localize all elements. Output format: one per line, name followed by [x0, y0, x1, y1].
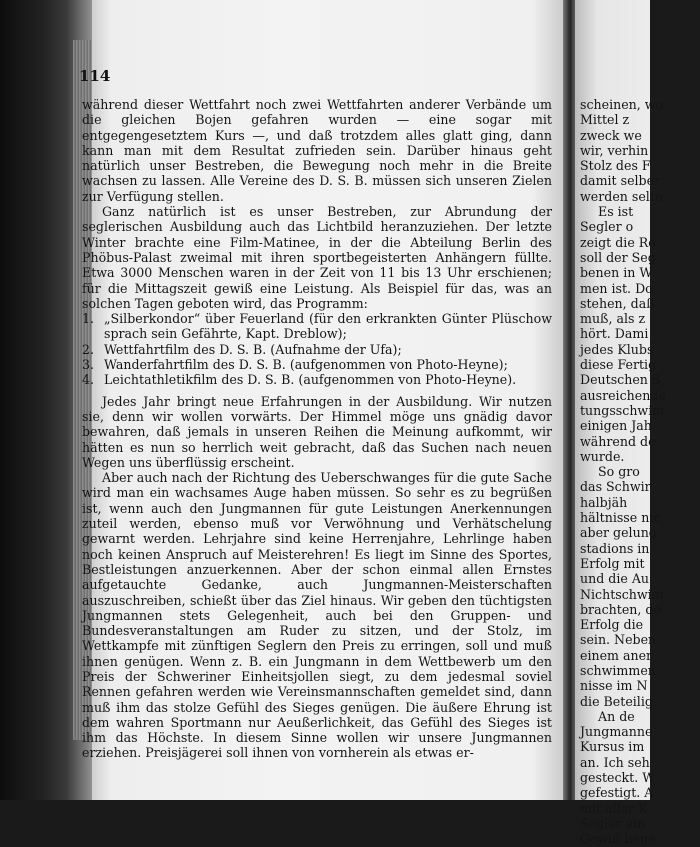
right-page-line: stadions in — [580, 540, 650, 556]
right-page-line: Segler ein — [580, 815, 646, 831]
right-page-line: An de — [598, 708, 635, 724]
right-page-line: wurde. — [580, 448, 625, 464]
right-page-line: Mittel z — [580, 112, 630, 128]
program-item-2 — [82, 342, 552, 357]
right-page-line: soll der Seg — [580, 249, 656, 265]
right-page-line: muß, als z — [580, 311, 646, 327]
right-page-line: mit aller K — [580, 800, 648, 816]
right-page-line: Stolz des F — [580, 158, 651, 174]
right-page-line: Nichtschwim — [580, 586, 664, 602]
right-page-line: tungsschwim — [580, 402, 665, 418]
right-page-line: jedes Klubs — [580, 341, 654, 357]
right-page-line: sein. Neben — [580, 632, 657, 648]
right-page-line: Segler o — [580, 219, 634, 235]
program-item-1 — [82, 311, 552, 342]
right-page-line: Erfolg die — [580, 617, 644, 633]
right-page-line: brachten, de — [580, 601, 661, 617]
right-page-line: aber gelung — [580, 525, 657, 541]
program-item-number: 1. — [82, 311, 95, 327]
right-page-line: die Beteilig — [580, 693, 653, 709]
right-page-line: scheinen, wo — [580, 97, 664, 112]
right-page-line: men ist. Do — [580, 280, 653, 296]
right-page-line: nisse im N — [580, 678, 648, 694]
right-page-line: hört. Dami — [580, 326, 649, 342]
right-page-line: während de — [580, 433, 656, 449]
right-page-line: an. Ich seh — [580, 754, 650, 770]
program-item-3 — [82, 357, 552, 372]
program-item-text: Leichtathletikfilm des D. S. B. (aufgenommen von Photo-Heyne). — [104, 372, 517, 388]
paragraph-1: während dieser Wettfahrt noch zwei Wettfahrten anderer Verbände um die gleichen Bojen gefahren wurden — eine sogar mit entgegengesetztem Kurs —, und daß trotzdem alles glatt ging, dann kann man mit dem Resultat zufrieden sein. Darüber hinaus geht natürlich unser Bestreben, die Bewegung noch mehr in die Breite wachsen zu lassen. Alle Vereine des D. S. B. müssen sich unseren Zielen zur Verfügung stellen. — [82, 97, 552, 204]
program-item-number: 2. — [82, 341, 95, 357]
right-page-line: hältnisse nic — [580, 510, 661, 526]
page-number: 114 — [79, 67, 111, 85]
right-page-line: zweck we — [580, 127, 642, 143]
right-page-line: einigen Jah — [580, 418, 652, 434]
right-page-line: damit selber — [580, 173, 661, 189]
right-page-line: zeigt die Ro — [580, 234, 656, 250]
paragraph-3: Jedes Jahr bringt neue Erfahrungen in der Ausbildung. Wir nutzen sie, denn wir wollen vorwärts. Der Himmel möge uns gnädig davor bewahren, daß jemals in unseren Reihen die Meinung aufkommt, wir hätten es nun so herrlich weit gebracht, daß das Suchen nach neuen Wegen uns überflüssig erscheint. — [82, 393, 552, 470]
program-item-4 — [82, 372, 552, 387]
right-page-line: wir, verhin — [580, 142, 649, 158]
right-page-line: gefestigt. A — [580, 785, 654, 801]
right-page-line: Erfolg mit — [580, 555, 645, 571]
right-page-line: gesteckt. W — [580, 770, 656, 786]
program-item-text: Wettfahrtfilm des D. S. B. (Aufnahme der Ufa); — [104, 341, 402, 357]
paragraph-2: Ganz natürlich ist es unser Bestreben, zur Abrundung der seglerischen Ausbildung auch das Lichtbild heranzuziehen. Der letzte Winter brachte eine Film-Matinee, in der die Abteilung Berlin des Phöbus-Palast zweimal mit ihren sportbegeisterten Anhängern füllte. Etwa 3000 Menschen waren in der Zeit von 11 bis 13 Uhr erschienen; für die Mittagszeit gewiß eine Leistung. Als Beispiel für das, was an solchen Tagen geboten wird, das Programm: — [82, 204, 552, 311]
right-page-line: einem aner — [580, 647, 653, 663]
right-page-line: Deutschen S — [580, 372, 661, 388]
main-text — [82, 97, 552, 761]
program-item-text: „Silberkondor“ über Feuerland (für den erkrankten Günter Plüschow sprach sein Gefährte, Kapt. Dreblow); — [104, 311, 552, 342]
right-page-line: Gewiß liege — [580, 831, 656, 847]
right-page-line: benen in W — [580, 265, 653, 281]
right-page-line: werden selte — [580, 188, 663, 204]
right-page-line: ausreichende — [580, 387, 666, 403]
paragraph-4: Aber auch nach der Richtung des Ueberschwanges für die gute Sache wird man ein wachsames Auge haben müssen. So sehr es zu begrüßen ist, wenn auch den Jungmannen für gute Leistungen Anerkennungen zuteil werden, ebenso muß vor Verwöhnung und Verhätschelung gewarnt werden. Lehrjahre sind keine Herrenjahre, Lehrlinge haben noch keinen Anspruch auf Meisterehren! Es liegt im Sinne des Sportes, Bestleistungen anzuerkennen. Aber der schon einmal allen Ernstes aufgetauchte Gedanke, auch Jungmannen-Meisterschaften auszuschreiben, schießt über das Ziel hinaus. Wir geben den tüchtigsten Jungmannen stets Gelegenheit, auch bei den Gruppen- und Bundesveranstaltungen am Ruder zu sitzen, und der Stolz, im Wettkampfe mit zünftigen Seglern den Preis zu erringen, soll und muß ihnen genügen. Wenn z. B. ein Jungmann in dem Wettbewerb um den Preis der Schweriner Einheitsjollen siegt, zu dem jedesmal soviel Rennen gefahren werden wie Vereinsmannschaften gemeldet sind, dann muß ihm das stolze Gefühl des Sieges genügen. Die äußere Ehrung ist dem wahren Sportmann nur Aeußerlichkeit, das Gefühl des Sieges ist ihm das Höchste. In diesem Sinne wollen wir unsere Jungmannen erziehen. Preisjägerei soll ihnen von vornherein als etwas er- — [82, 470, 552, 761]
right-page-line: So gro — [598, 464, 640, 480]
right-page-line: halbjäh — [580, 494, 628, 510]
right-page-line: und die Au — [580, 571, 650, 587]
program-list — [82, 311, 552, 387]
right-page-line: Kursus im — [580, 739, 645, 755]
program-item-text: Wanderfahrtfilm des D. S. B. (aufgenommen von Photo-Heyne); — [104, 357, 508, 373]
right-page-text — [580, 97, 700, 847]
right-page-line: stehen, daß — [580, 295, 655, 311]
program-item-number: 3. — [82, 357, 95, 373]
left-book-edge — [0, 0, 95, 800]
right-page-line: schwimmen — [580, 662, 656, 678]
program-item-number: 4. — [82, 372, 95, 388]
right-page-line: diese Fertig — [580, 357, 657, 373]
right-page-line: Jungmanne — [580, 724, 653, 740]
right-page-line: das Schwir — [580, 479, 651, 495]
right-page-line: Es ist — [598, 204, 634, 220]
